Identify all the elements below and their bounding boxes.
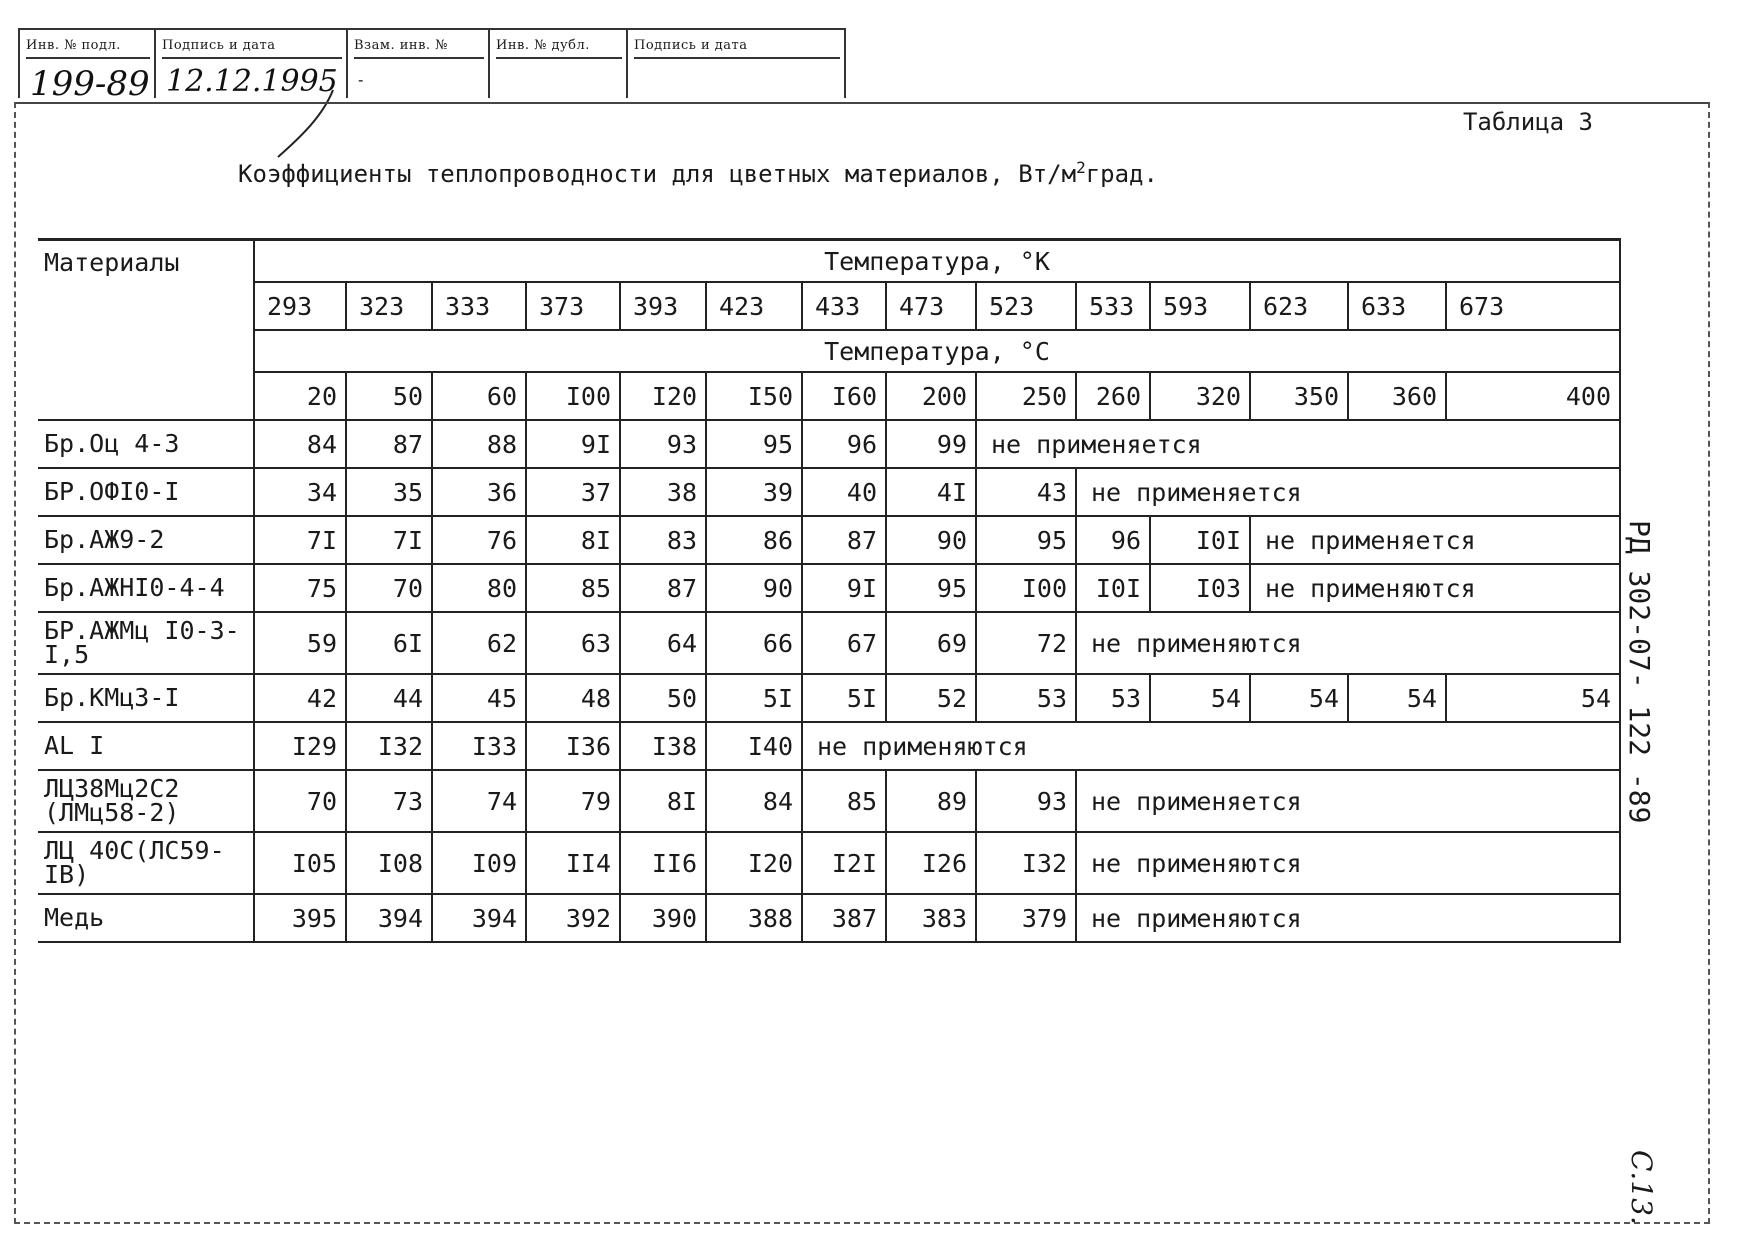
value-cell: 84 <box>254 420 346 468</box>
header-celsius-cell: 20 <box>254 372 346 420</box>
stamp-dubl-label: Инв. № дубл. <box>496 38 622 59</box>
value-cell: I0I <box>1076 564 1150 612</box>
header-celsius-cell: 250 <box>976 372 1076 420</box>
header-celsius-cell: 60 <box>432 372 526 420</box>
value-cell: 54 <box>1348 674 1446 722</box>
value-cell: 5I <box>802 674 886 722</box>
value-cell: 63 <box>526 612 620 674</box>
value-cell: 45 <box>432 674 526 722</box>
value-cell: 90 <box>706 564 802 612</box>
value-cell: I33 <box>432 722 526 770</box>
header-celsius-cell: 400 <box>1446 372 1620 420</box>
value-cell: 95 <box>976 516 1076 564</box>
value-cell: I09 <box>432 832 526 894</box>
value-cell: 72 <box>976 612 1076 674</box>
table-row <box>38 674 1620 722</box>
header-kelvin-cell: 293 <box>254 282 346 330</box>
material-name: ЛЦ38Мц2С2 (ЛМц58-2) <box>38 770 254 832</box>
value-cell: 62 <box>432 612 526 674</box>
value-cell: 395 <box>254 894 346 942</box>
value-cell: 8I <box>526 516 620 564</box>
table-row <box>38 770 1620 832</box>
value-cell: 95 <box>706 420 802 468</box>
stamp-cell-dubl <box>488 30 626 98</box>
document-code-text: РД 302-07- 122 -89 <box>1623 520 1656 824</box>
value-cell: 76 <box>432 516 526 564</box>
value-cell: 67 <box>802 612 886 674</box>
value-cell: 59 <box>254 612 346 674</box>
not-applicable-note: не применяется <box>976 420 1620 468</box>
value-cell: 6I <box>346 612 432 674</box>
stamp-inv-label: Инв. № подл. <box>26 38 150 59</box>
value-cell: I26 <box>886 832 976 894</box>
value-cell: I08 <box>346 832 432 894</box>
value-cell: 79 <box>526 770 620 832</box>
material-name: БР.ОФI0-I <box>38 468 254 516</box>
header-celsius-cell: I50 <box>706 372 802 420</box>
value-cell: 9I <box>802 564 886 612</box>
value-cell: 85 <box>802 770 886 832</box>
header-celsius-cell: 350 <box>1250 372 1348 420</box>
value-cell: 4I <box>886 468 976 516</box>
value-cell: 39 <box>706 468 802 516</box>
value-cell: I03 <box>1150 564 1250 612</box>
value-cell: 73 <box>346 770 432 832</box>
header-kelvin-cell: 633 <box>1348 282 1446 330</box>
value-cell: 394 <box>432 894 526 942</box>
value-cell: 87 <box>802 516 886 564</box>
stamp-cell-vzam <box>346 30 488 98</box>
value-cell: 48 <box>526 674 620 722</box>
material-name: Бр.Оц 4-3 <box>38 420 254 468</box>
header-kelvin-cell: 593 <box>1150 282 1250 330</box>
not-applicable-note: не применяются <box>802 722 1620 770</box>
value-cell: 74 <box>432 770 526 832</box>
not-applicable-note: не применяется <box>1076 468 1620 516</box>
header-row-celsius <box>38 372 1620 420</box>
page-number <box>1622 1150 1658 1225</box>
table-row <box>38 420 1620 468</box>
header-kelvin-cell: 323 <box>346 282 432 330</box>
not-applicable-note: не применяются <box>1250 564 1620 612</box>
header-kelvin-cell: 373 <box>526 282 620 330</box>
table-row <box>38 564 1620 612</box>
value-cell: 392 <box>526 894 620 942</box>
header-kelvin-cell: 393 <box>620 282 706 330</box>
header-celsius-cell: 320 <box>1150 372 1250 420</box>
value-cell: I20 <box>706 832 802 894</box>
value-cell: 99 <box>886 420 976 468</box>
value-cell: 75 <box>254 564 346 612</box>
value-cell: 43 <box>976 468 1076 516</box>
value-cell: 85 <box>526 564 620 612</box>
value-cell: 44 <box>346 674 432 722</box>
value-cell: 379 <box>976 894 1076 942</box>
value-cell: 87 <box>620 564 706 612</box>
value-cell: I40 <box>706 722 802 770</box>
value-cell: 54 <box>1150 674 1250 722</box>
value-cell: 96 <box>1076 516 1150 564</box>
value-cell: 83 <box>620 516 706 564</box>
material-name: Бр.АЖНI0-4-4 <box>38 564 254 612</box>
stamp-vzam-value: - <box>358 70 364 89</box>
material-name: Медь <box>38 894 254 942</box>
value-cell: II6 <box>620 832 706 894</box>
table-row <box>38 722 1620 770</box>
value-cell: 87 <box>346 420 432 468</box>
value-cell: 80 <box>432 564 526 612</box>
value-cell: I29 <box>254 722 346 770</box>
stamp-inv-value: 199-89 <box>30 64 150 104</box>
table-row <box>38 832 1620 894</box>
value-cell: 64 <box>620 612 706 674</box>
value-cell: 54 <box>1446 674 1620 722</box>
not-applicable-note: не применяется <box>1250 516 1620 564</box>
header-temp-celsius: Температура, °С <box>254 330 1620 372</box>
value-cell: 88 <box>432 420 526 468</box>
value-cell: 5I <box>706 674 802 722</box>
value-cell: 90 <box>886 516 976 564</box>
header-kelvin-cell: 523 <box>976 282 1076 330</box>
header-temp-kelvin: Температура, °К <box>254 240 1620 283</box>
value-cell: 50 <box>620 674 706 722</box>
stamp-sign-label: Подпись и дата <box>162 38 342 59</box>
value-cell: 7I <box>346 516 432 564</box>
material-name: БР.АЖМц I0-3-I,5 <box>38 612 254 674</box>
material-name: Бр.АЖ9-2 <box>38 516 254 564</box>
value-cell: I36 <box>526 722 620 770</box>
header-kelvin-cell: 473 <box>886 282 976 330</box>
value-cell: 69 <box>886 612 976 674</box>
value-cell: 40 <box>802 468 886 516</box>
table-title <box>238 158 1158 188</box>
value-cell: 93 <box>620 420 706 468</box>
stamp-vzam-label: Взам. инв. № <box>354 38 484 59</box>
table-caption: Таблица 3 <box>1462 108 1593 136</box>
stamp-block <box>18 28 846 104</box>
value-cell: 387 <box>802 894 886 942</box>
value-cell: 70 <box>346 564 432 612</box>
material-name: ЛЦ 40С(ЛС59-IВ) <box>38 832 254 894</box>
stamp-cell-sign2 <box>626 30 844 98</box>
value-cell: 53 <box>1076 674 1150 722</box>
value-cell: 394 <box>346 894 432 942</box>
header-row-kelvin <box>38 282 1620 330</box>
page-number-text: С.13. <box>1625 1150 1658 1225</box>
value-cell: 53 <box>976 674 1076 722</box>
table-title-text: Коэффициенты теплопроводности для цветных материалов, Вт/м <box>238 160 1077 188</box>
value-cell: 86 <box>706 516 802 564</box>
not-applicable-note: не применяется <box>1076 770 1620 832</box>
material-name: Бр.КМц3-I <box>38 674 254 722</box>
document-code <box>1620 520 1656 880</box>
not-applicable-note: не применяются <box>1076 894 1620 942</box>
value-cell: 89 <box>886 770 976 832</box>
header-celsius-cell: 260 <box>1076 372 1150 420</box>
value-cell: I38 <box>620 722 706 770</box>
value-cell: 96 <box>802 420 886 468</box>
header-row-celsius-title <box>38 330 1620 372</box>
value-cell: 37 <box>526 468 620 516</box>
header-celsius-cell: I20 <box>620 372 706 420</box>
header-kelvin-cell: 623 <box>1250 282 1348 330</box>
value-cell: 38 <box>620 468 706 516</box>
value-cell: I0I <box>1150 516 1250 564</box>
value-cell: 84 <box>706 770 802 832</box>
stamp-cell-inv <box>18 30 154 104</box>
value-cell: I32 <box>346 722 432 770</box>
header-celsius-cell: 360 <box>1348 372 1446 420</box>
value-cell: 70 <box>254 770 346 832</box>
value-cell: 8I <box>620 770 706 832</box>
header-kelvin-cell: 673 <box>1446 282 1620 330</box>
value-cell: I00 <box>976 564 1076 612</box>
table-title-sup: 2 <box>1076 158 1086 177</box>
value-cell: 383 <box>886 894 976 942</box>
header-kelvin-cell: 533 <box>1076 282 1150 330</box>
header-celsius-cell: 200 <box>886 372 976 420</box>
header-materials: Материалы <box>38 240 254 421</box>
header-kelvin-cell: 423 <box>706 282 802 330</box>
header-row-kelvin-title <box>38 240 1620 283</box>
value-cell: 34 <box>254 468 346 516</box>
header-kelvin-cell: 333 <box>432 282 526 330</box>
value-cell: I32 <box>976 832 1076 894</box>
header-celsius-cell: I00 <box>526 372 620 420</box>
value-cell: 388 <box>706 894 802 942</box>
table-row <box>38 894 1620 942</box>
not-applicable-note: не применяются <box>1076 832 1620 894</box>
table-row <box>38 516 1620 564</box>
value-cell: II4 <box>526 832 620 894</box>
header-kelvin-cell: 433 <box>802 282 886 330</box>
value-cell: I05 <box>254 832 346 894</box>
header-celsius-cell: 50 <box>346 372 432 420</box>
value-cell: 7I <box>254 516 346 564</box>
table-title-suffix: град. <box>1085 160 1158 188</box>
value-cell: 35 <box>346 468 432 516</box>
stamp-sign2-label: Подпись и дата <box>634 38 840 59</box>
value-cell: 95 <box>886 564 976 612</box>
value-cell: 9I <box>526 420 620 468</box>
table-row <box>38 468 1620 516</box>
value-cell: 66 <box>706 612 802 674</box>
stamp-sign-value: 12.12.1995 <box>166 64 338 99</box>
value-cell: 93 <box>976 770 1076 832</box>
value-cell: I2I <box>802 832 886 894</box>
value-cell: 42 <box>254 674 346 722</box>
material-name: AL I <box>38 722 254 770</box>
table-row <box>38 612 1620 674</box>
value-cell: 390 <box>620 894 706 942</box>
header-celsius-cell: I60 <box>802 372 886 420</box>
value-cell: 54 <box>1250 674 1348 722</box>
value-cell: 36 <box>432 468 526 516</box>
conductivity-table <box>38 238 1621 943</box>
not-applicable-note: не применяются <box>1076 612 1620 674</box>
value-cell: 52 <box>886 674 976 722</box>
